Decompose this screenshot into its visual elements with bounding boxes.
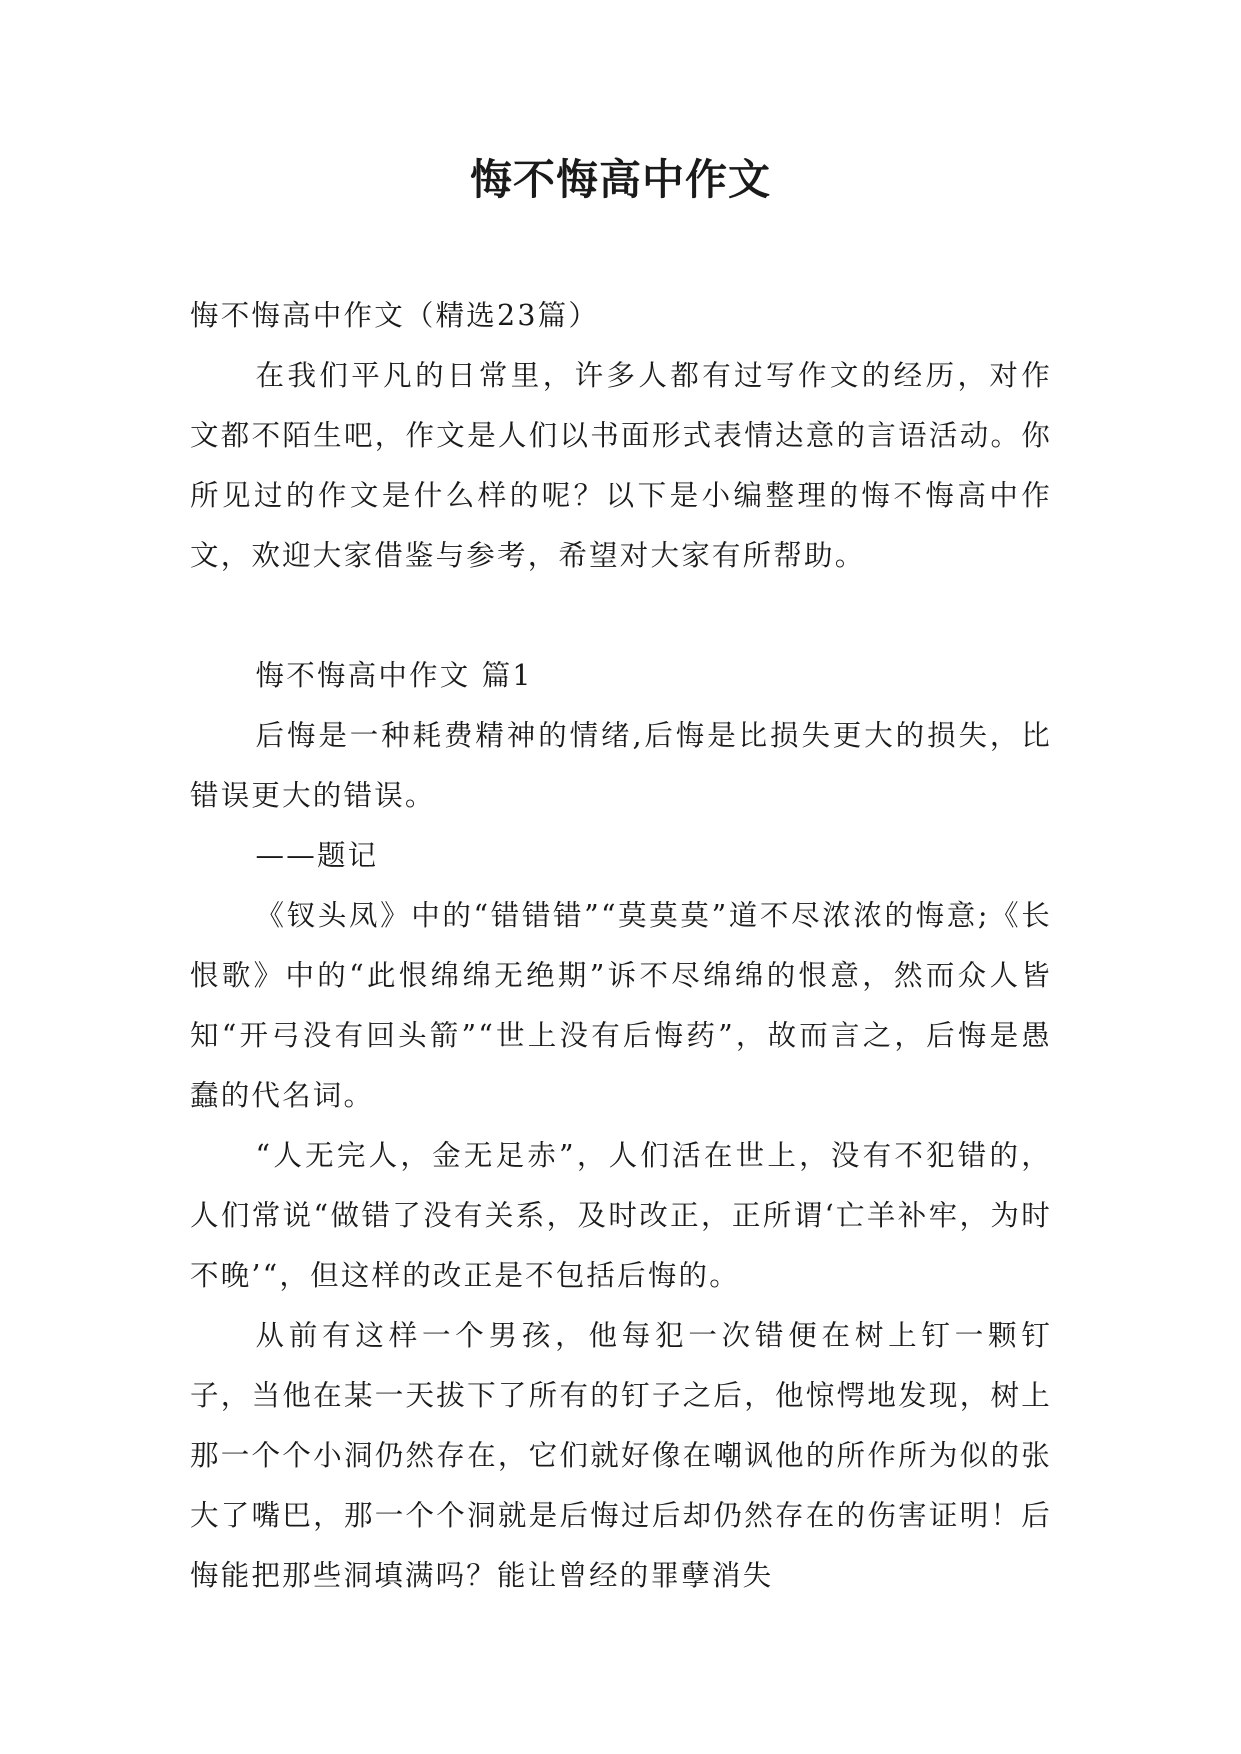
paragraph-epigraph: 后悔是一种耗费精神的情绪,后悔是比损失更大的损失，比错误更大的错误。 — [190, 719, 1052, 812]
paragraph-mistakes: “人无完人，金无足赤”，人们活在世上，没有不犯错的，人们常说“做错了没有关系，及时改正，正所谓‘亡羊补牢，为时不晚’“，但这样的改正是不包括后悔的。 — [190, 1139, 1052, 1292]
document-body — [190, 286, 1052, 1606]
intro-paragraph: 在我们平凡的日常里，许多人都有过写作文的经历，对作文都不陌生吧，作文是人们以书面形式表情达意的言语活动。你所见过的作文是什么样的呢？以下是小编整理的悔不悔高中作文，欢迎大家借鉴与参考，希望对大家有所帮助。 — [190, 359, 1052, 572]
document-title: 悔不悔高中作文 — [469, 155, 771, 204]
section-heading: 悔不悔高中作文 篇1 — [255, 659, 533, 692]
paragraph-attribution: ——题记 — [255, 839, 379, 872]
paragraph-poems: 《钗头凤》中的“错错错”“莫莫莫”道不尽浓浓的悔意;《长恨歌》中的“此恨绵绵无绝期”诉不尽绵绵的恨意，然而众人皆知“开弓没有回头箭”“世上没有后悔药”，故而言之，后悔是愚蠢的代名词。 — [190, 899, 1052, 1112]
section-gap — [190, 586, 1052, 646]
document-subtitle: 悔不悔高中作文（精选23篇） — [190, 299, 600, 332]
paragraph-nails-story: 从前有这样一个男孩，他每犯一次错便在树上钉一颗钉子，当他在某一天拔下了所有的钉子之后，他惊愕地发现，树上那一个个小洞仍然存在，它们就好像在嘲讽他的所作所为似的张大了嘴巴，那一个个洞就是后悔过后却仍然存在的伤害证明！后悔能把那些洞填满吗？能让曾经的罪孽消失 — [190, 1319, 1052, 1592]
